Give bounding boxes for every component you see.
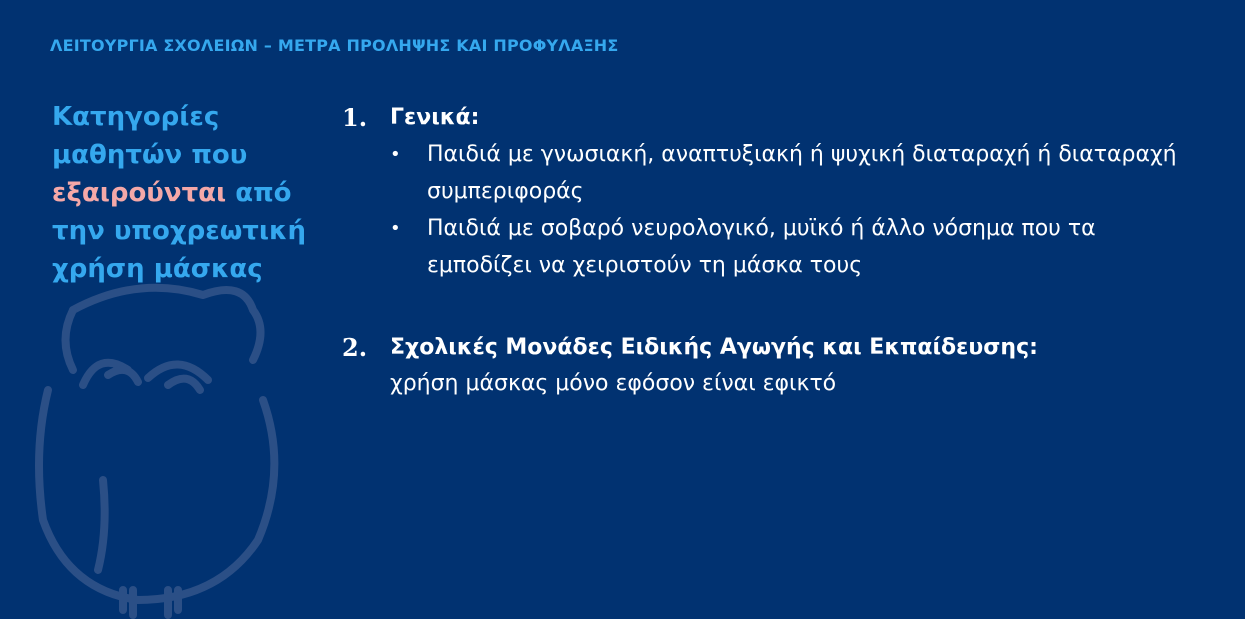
list-item-general <box>342 100 1202 284</box>
item-title: Γενικά: <box>390 105 480 130</box>
list-item-special-schools <box>342 330 1202 402</box>
bullet-icon: • <box>390 144 401 165</box>
side-title-text: από <box>235 178 292 208</box>
bullet-text: Παιδιά με γνωσιακή, αναπτυξιακή ή ψυχική διαταραχή ή διαταραχή συμπεριφοράς <box>427 142 1177 204</box>
bullet-item <box>390 210 1202 284</box>
content-list <box>342 100 1202 402</box>
bullet-icon: • <box>390 218 401 239</box>
bullet-list <box>390 136 1202 284</box>
side-title-line <box>52 174 312 212</box>
side-title-line: Κατηγορίες <box>52 102 220 132</box>
side-title-line: χρήση μάσκας <box>52 254 263 284</box>
item-number: 1. <box>342 103 368 132</box>
item-description: χρήση μάσκας μόνο εφόσον είναι εφικτό <box>390 371 837 396</box>
side-title-line: την υποχρεωτική <box>52 216 307 246</box>
item-title: Σχολικές Μονάδες Ειδικής Αγωγής και Εκπαίδευσης: <box>390 335 1038 360</box>
item-number: 2. <box>342 333 368 362</box>
owl-icon <box>28 270 298 619</box>
bullet-text: Παιδιά με σοβαρό νευρολογικό, μυϊκό ή άλλο νόσημα που τα εμποδίζει να χειριστούν τη μάσκα τους <box>427 216 1096 278</box>
side-title <box>52 98 312 288</box>
bullet-item <box>390 136 1202 210</box>
side-title-highlight: εξαιρούνται <box>52 178 227 208</box>
side-title-line: μαθητών που <box>52 140 248 170</box>
slide-header: ΛΕΙΤΟΥΡΓΙΑ ΣΧΟΛΕΙΩΝ – ΜΕΤΡΑ ΠΡΟΛΗΨΗΣ ΚΑΙ ΠΡΟΦΥΛΑΞΗΣ <box>50 36 619 55</box>
